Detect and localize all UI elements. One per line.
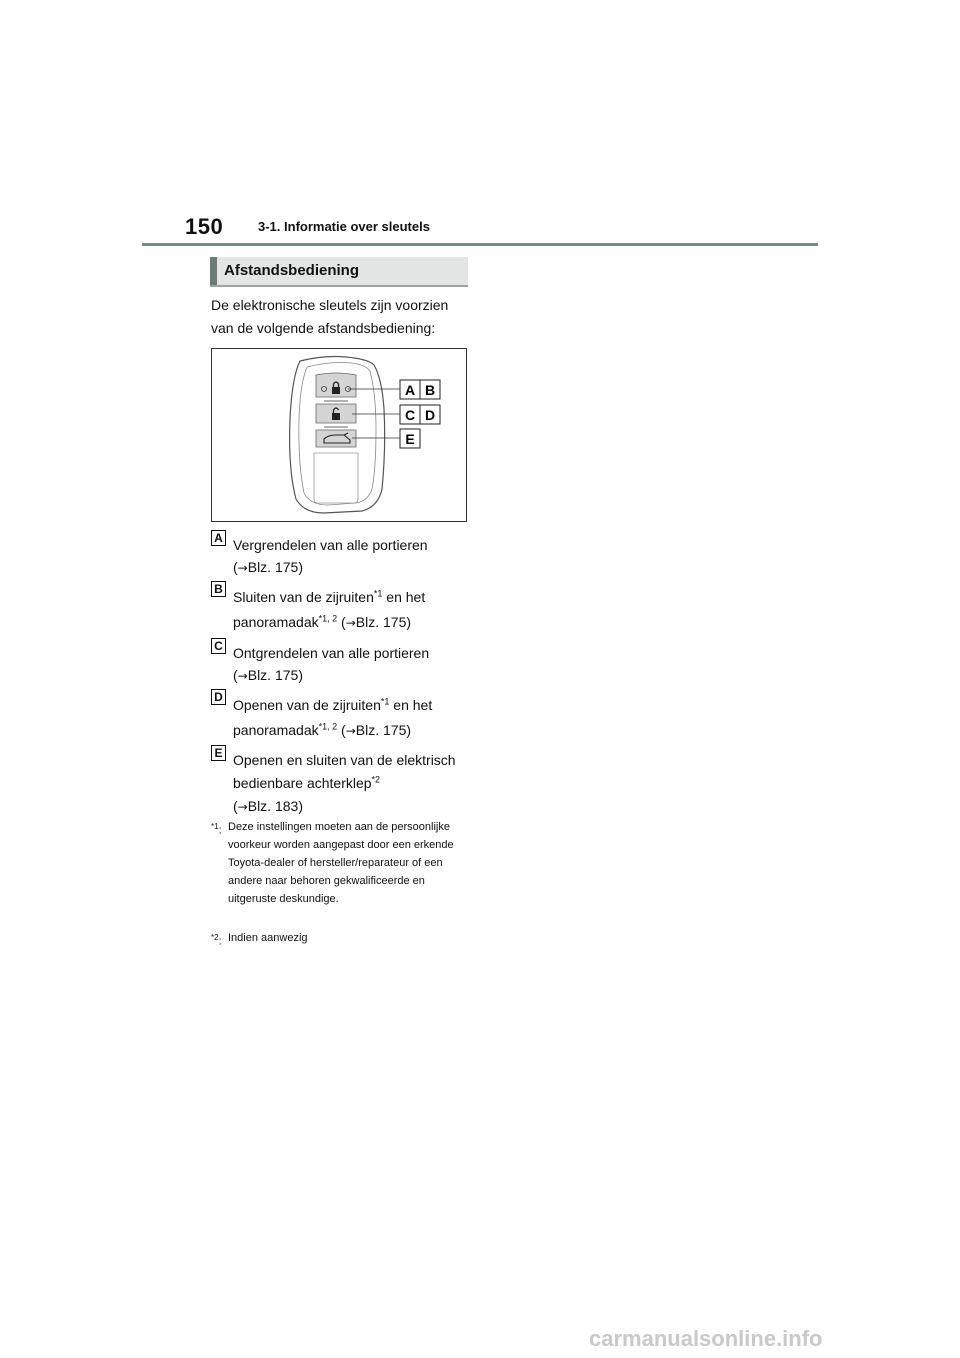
item-key-b: B <box>211 581 226 597</box>
footnote-mark-1: *1 <box>211 822 219 831</box>
list-item-a: A Vergrendelen van alle portieren (→Blz. 175) <box>211 534 473 579</box>
running-head: 3-1. Informatie over sleutels <box>258 219 430 234</box>
ref-arrow-e: → <box>237 800 248 814</box>
page-number: 150 <box>185 214 224 239</box>
footnote-ref-d1: *1 <box>380 696 390 707</box>
list-item-d: D Openen van de zijruiten$^{*1}$ en het panoramadak$^{*1, 2}$ (→Blz. 175) <box>211 693 473 744</box>
item-key-c: C <box>211 638 226 654</box>
footnote-ref-d2: *1, 2 <box>318 721 338 732</box>
page-ref-e[interactable]: Blz. 183 <box>247 798 299 814</box>
section-title-box <box>210 257 468 287</box>
item-key-a: A <box>211 530 226 546</box>
list-item-b: B Sluiten van de zijruiten$^{*1}$ en het panoramadak$^{*1, 2}$ (→Blz. 175) <box>211 585 473 636</box>
section-title: Afstandsbediening <box>224 262 360 279</box>
item-a-text: Vergrendelen van alle portieren <box>233 537 428 553</box>
item-b-text-b: en het <box>386 589 426 605</box>
ref-arrow-c: → <box>237 669 248 683</box>
item-key-e: E <box>211 745 226 761</box>
page-ref-b[interactable]: Blz. 175 <box>355 614 407 630</box>
figure-label-e <box>400 429 420 448</box>
item-key-d: D <box>211 689 226 705</box>
figure-label-a <box>400 380 420 399</box>
ref-arrow-d: → <box>345 724 356 738</box>
svg-text:B: B <box>424 382 436 398</box>
item-e-text: Openen en sluiten van de elektrisch bedienbare achterklep <box>233 752 456 791</box>
list-item-e: E Openen en sluiten van de elektrisch bedienbare achterklep$^{*2}$ (→Blz. 183) <box>211 749 473 819</box>
svg-text:E: E <box>405 431 415 447</box>
intro-text: De elektronische sleutels zijn voorzien van de volgende afstandsbediening: <box>211 297 449 336</box>
section-title-bar <box>210 257 217 285</box>
footnote-2: $^{*2}$: Indien aanwezig <box>211 929 471 947</box>
figure-label-b <box>420 380 440 399</box>
footnote-1: $^{*1}$: Deze instellingen moeten aan de persoonlijke voorkeur worden aangepast door een erkende Toyota-dealer of hersteller/reparateur of een andere naar behoren gekwalificeerde en uitgeruste deskundige. <box>211 818 471 908</box>
watermark: carmanualsonline.info <box>589 1326 823 1351</box>
item-c-text: Ontgrendelen van alle portieren <box>233 645 430 661</box>
footnote-text-1: Deze instellingen moeten aan de persoonlijke voorkeur worden aangepast door een erkende Toyota-dealer of hersteller/reparateur of een andere naar behoren gekwalificeerde en uitgeruste deskundige. <box>228 821 454 905</box>
item-b-text-c: panoramadak <box>233 614 319 630</box>
page-ref-a[interactable]: Blz. 175 <box>247 559 299 575</box>
item-d-text: Openen van de zijruiten <box>233 697 381 713</box>
svg-text:D: D <box>424 407 436 423</box>
list-item-c: C Ontgrendelen van alle portieren (→Blz. 175) <box>211 642 473 687</box>
key-fob-illustration <box>212 349 468 523</box>
footnote-ref-b2: *1, 2 <box>318 613 338 624</box>
page-ref-c[interactable]: Blz. 175 <box>247 667 299 683</box>
ref-arrow-a: → <box>237 561 248 575</box>
figure-label-d <box>420 405 440 424</box>
page-ref-d[interactable]: Blz. 175 <box>355 722 407 738</box>
ref-arrow-b: → <box>345 616 356 630</box>
item-b-text: Sluiten van de zijruiten <box>233 589 374 605</box>
item-d-text-b: en het <box>393 697 433 713</box>
footnote-ref-e1: *2 <box>371 774 381 785</box>
svg-text:C: C <box>404 407 416 423</box>
footnote-text-2: Indien aanwezig <box>228 932 308 944</box>
item-d-text-c: panoramadak <box>233 722 319 738</box>
key-fob-figure <box>211 348 467 522</box>
footnote-mark-2: *2 <box>211 933 219 942</box>
header-rule <box>142 243 818 246</box>
figure-label-c <box>400 405 420 424</box>
footnote-ref-b1: *1 <box>373 588 383 599</box>
svg-text:A: A <box>404 382 416 398</box>
